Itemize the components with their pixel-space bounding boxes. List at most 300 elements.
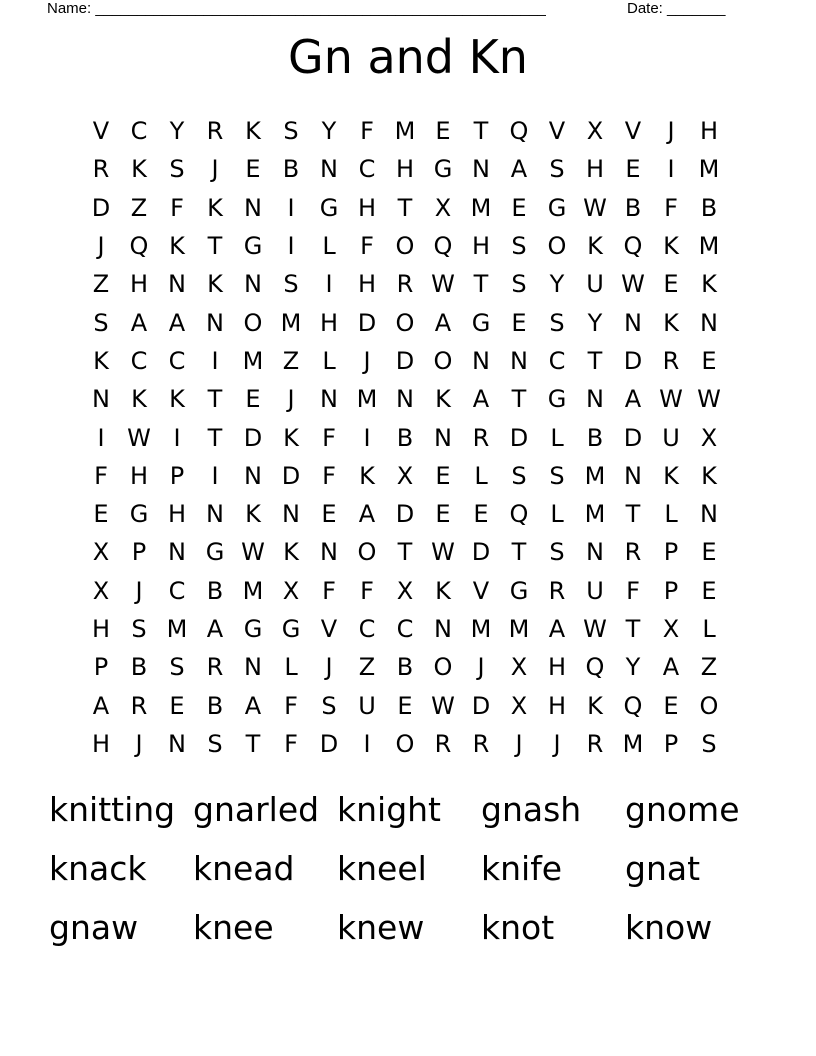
- grid-cell[interactable]: X: [396, 461, 414, 490]
- grid-cell[interactable]: P: [663, 576, 679, 605]
- grid-cell[interactable]: E: [245, 155, 261, 184]
- grid-cell[interactable]: K: [283, 423, 299, 452]
- grid-cell[interactable]: E: [473, 500, 489, 529]
- grid-cell[interactable]: T: [587, 346, 603, 375]
- grid-cell[interactable]: R: [206, 117, 224, 146]
- grid-cell[interactable]: Z: [282, 346, 300, 375]
- grid-cell[interactable]: R: [206, 653, 224, 682]
- grid-cell[interactable]: L: [550, 500, 564, 529]
- grid-cell[interactable]: S: [511, 461, 527, 490]
- grid-cell[interactable]: R: [472, 729, 490, 758]
- grid-cell[interactable]: M: [622, 729, 644, 758]
- grid-cell[interactable]: D: [319, 729, 339, 758]
- grid-cell[interactable]: B: [206, 691, 224, 720]
- grid-cell[interactable]: K: [131, 385, 147, 414]
- grid-cell[interactable]: I: [173, 423, 181, 452]
- grid-cell[interactable]: B: [130, 653, 148, 682]
- grid-cell[interactable]: O: [357, 538, 377, 567]
- grid-cell[interactable]: N: [244, 461, 262, 490]
- grid-cell[interactable]: N: [624, 461, 642, 490]
- grid-row: [82, 648, 728, 686]
- grid-cell[interactable]: C: [548, 346, 566, 375]
- grid-cell[interactable]: L: [322, 232, 336, 261]
- grid-cell[interactable]: M: [242, 576, 264, 605]
- grid-cell[interactable]: H: [91, 615, 111, 643]
- grid-cell[interactable]: J: [97, 232, 105, 261]
- grid-cell[interactable]: E: [93, 500, 109, 529]
- grid-cell[interactable]: Y: [321, 117, 337, 146]
- grid-cell[interactable]: N: [586, 385, 604, 414]
- grid-cell[interactable]: G: [243, 615, 263, 643]
- grid-cell[interactable]: X: [434, 193, 452, 222]
- grid-cell[interactable]: C: [168, 346, 186, 375]
- grid-cell[interactable]: K: [701, 270, 717, 299]
- grid-cell[interactable]: S: [701, 729, 717, 758]
- grid-cell[interactable]: O: [395, 308, 415, 337]
- grid-cell[interactable]: H: [129, 461, 149, 490]
- grid-cell[interactable]: N: [282, 500, 300, 529]
- grid-cell[interactable]: X: [700, 423, 718, 452]
- grid-row: [82, 572, 728, 610]
- grid-cell[interactable]: H: [319, 308, 339, 337]
- grid-cell[interactable]: J: [667, 117, 675, 146]
- grid-cell[interactable]: I: [363, 423, 371, 452]
- grid-cell[interactable]: F: [322, 423, 336, 452]
- grid-cell[interactable]: H: [395, 155, 415, 184]
- grid-cell[interactable]: P: [663, 538, 679, 567]
- grid-cell[interactable]: J: [553, 729, 561, 758]
- grid-cell[interactable]: V: [624, 117, 642, 146]
- grid-cell[interactable]: N: [624, 308, 642, 337]
- grid-cell[interactable]: K: [245, 117, 261, 146]
- grid-cell[interactable]: G: [319, 193, 339, 222]
- grid-cell[interactable]: N: [396, 385, 414, 414]
- grid-cell[interactable]: Z: [700, 653, 718, 682]
- grid-cell[interactable]: S: [131, 615, 147, 643]
- grid-cell[interactable]: R: [662, 346, 680, 375]
- grid-cell[interactable]: E: [169, 691, 185, 720]
- grid-cell[interactable]: R: [548, 576, 566, 605]
- grid-cell[interactable]: G: [281, 615, 301, 643]
- grid-cell[interactable]: L: [474, 461, 488, 490]
- grid-cell[interactable]: J: [363, 346, 371, 375]
- grid-cell[interactable]: V: [472, 576, 490, 605]
- grid-cell[interactable]: D: [395, 346, 415, 375]
- grid-cell[interactable]: F: [360, 117, 374, 146]
- grid-cell[interactable]: P: [131, 538, 147, 567]
- grid-cell[interactable]: W: [431, 270, 455, 299]
- grid-cell[interactable]: B: [624, 193, 642, 222]
- grid-cell[interactable]: D: [357, 308, 377, 337]
- grid-cell[interactable]: I: [211, 346, 219, 375]
- grid-row: [82, 457, 728, 495]
- grid-cell[interactable]: X: [510, 691, 528, 720]
- grid-cell[interactable]: E: [321, 500, 337, 529]
- grid-cell[interactable]: X: [662, 615, 680, 643]
- grid-cell[interactable]: A: [206, 615, 224, 643]
- grid-cell[interactable]: X: [92, 538, 110, 567]
- grid-cell[interactable]: L: [664, 500, 678, 529]
- grid-cell[interactable]: Q: [129, 232, 149, 261]
- grid-cell[interactable]: M: [508, 615, 530, 643]
- grid-cell[interactable]: K: [587, 232, 603, 261]
- grid-cell[interactable]: S: [169, 155, 185, 184]
- grid-cell[interactable]: T: [473, 117, 489, 146]
- grid-cell[interactable]: A: [548, 615, 566, 643]
- grid-cell[interactable]: I: [667, 155, 675, 184]
- grid-cell[interactable]: H: [547, 653, 567, 682]
- grid-cell[interactable]: O: [699, 691, 719, 720]
- grid-cell[interactable]: Y: [625, 653, 641, 682]
- grid-cell[interactable]: U: [586, 270, 604, 299]
- grid-cell[interactable]: R: [92, 155, 110, 184]
- grid-cell[interactable]: M: [470, 193, 492, 222]
- grid-cell[interactable]: F: [626, 576, 640, 605]
- grid-cell[interactable]: O: [433, 346, 453, 375]
- grid-cell[interactable]: P: [93, 653, 109, 682]
- grid-cell[interactable]: E: [701, 538, 717, 567]
- grid-cell[interactable]: J: [325, 653, 333, 682]
- grid-cell[interactable]: N: [168, 270, 186, 299]
- grid-cell[interactable]: W: [127, 423, 151, 452]
- grid-cell[interactable]: G: [129, 500, 149, 529]
- grid-cell[interactable]: K: [245, 500, 261, 529]
- grid-cell[interactable]: N: [244, 653, 262, 682]
- grid-cell[interactable]: Q: [509, 117, 529, 146]
- grid-cell[interactable]: Z: [358, 653, 376, 682]
- grid-cell[interactable]: S: [511, 232, 527, 261]
- grid-cell[interactable]: S: [169, 653, 185, 682]
- grid-cell[interactable]: Q: [623, 691, 643, 720]
- word-bank-item: knee: [193, 908, 274, 947]
- grid-cell[interactable]: L: [284, 653, 298, 682]
- grid-cell[interactable]: N: [700, 500, 718, 529]
- grid-cell[interactable]: W: [659, 385, 683, 414]
- grid-cell[interactable]: O: [433, 653, 453, 682]
- grid-cell[interactable]: R: [624, 538, 642, 567]
- grid-cell[interactable]: E: [511, 308, 527, 337]
- grid-cell[interactable]: F: [322, 576, 336, 605]
- grid-cell[interactable]: V: [320, 615, 338, 643]
- grid-cell[interactable]: I: [287, 193, 295, 222]
- grid-cell[interactable]: D: [471, 691, 491, 720]
- grid-cell[interactable]: D: [281, 461, 301, 490]
- grid-cell[interactable]: K: [663, 232, 679, 261]
- grid-cell[interactable]: J: [211, 155, 219, 184]
- grid-cell[interactable]: C: [396, 615, 414, 643]
- grid-cell[interactable]: U: [358, 691, 376, 720]
- grid-cell[interactable]: T: [397, 193, 413, 222]
- grid-cell[interactable]: S: [321, 691, 337, 720]
- grid-cell[interactable]: M: [584, 500, 606, 529]
- grid-cell[interactable]: J: [515, 729, 523, 758]
- grid-cell[interactable]: N: [244, 193, 262, 222]
- grid-cell[interactable]: L: [702, 615, 716, 643]
- grid-cell[interactable]: Y: [169, 117, 185, 146]
- grid-cell[interactable]: H: [357, 193, 377, 222]
- grid-cell[interactable]: E: [245, 385, 261, 414]
- grid-cell[interactable]: Y: [587, 308, 603, 337]
- grid-cell[interactable]: A: [624, 385, 642, 414]
- grid-cell[interactable]: W: [583, 615, 607, 643]
- grid-cell[interactable]: H: [129, 270, 149, 299]
- grid-cell[interactable]: N: [206, 308, 224, 337]
- grid-cell[interactable]: T: [511, 538, 527, 567]
- word-bank-item: knife: [481, 849, 563, 888]
- grid-cell[interactable]: X: [586, 117, 604, 146]
- grid-cell[interactable]: N: [92, 385, 110, 414]
- grid-cell[interactable]: M: [698, 155, 720, 184]
- grid-cell[interactable]: U: [662, 423, 680, 452]
- word-bank-item: knitting: [49, 790, 176, 829]
- grid-cell[interactable]: E: [435, 500, 451, 529]
- grid-cell[interactable]: X: [396, 576, 414, 605]
- grid-cell[interactable]: F: [170, 193, 184, 222]
- grid-cell[interactable]: Z: [130, 193, 148, 222]
- grid-cell[interactable]: N: [320, 538, 338, 567]
- grid-cell[interactable]: E: [701, 346, 717, 375]
- grid-cell[interactable]: F: [284, 729, 298, 758]
- grid-cell[interactable]: R: [472, 423, 490, 452]
- grid-cell[interactable]: R: [586, 729, 604, 758]
- grid-row: [82, 189, 728, 227]
- grid-cell[interactable]: P: [663, 729, 679, 758]
- grid-cell[interactable]: N: [586, 538, 604, 567]
- grid-cell[interactable]: Q: [509, 500, 529, 529]
- grid-cell[interactable]: K: [587, 691, 603, 720]
- grid-cell[interactable]: C: [130, 117, 148, 146]
- grid-cell[interactable]: D: [509, 423, 529, 452]
- grid-cell[interactable]: E: [397, 691, 413, 720]
- grid-cell[interactable]: Q: [623, 232, 643, 261]
- grid-cell[interactable]: V: [92, 117, 110, 146]
- grid-cell[interactable]: H: [357, 270, 377, 299]
- grid-cell[interactable]: A: [434, 308, 452, 337]
- grid-cell[interactable]: X: [510, 653, 528, 682]
- grid-cell[interactable]: Q: [433, 232, 453, 261]
- grid-cell[interactable]: S: [207, 729, 223, 758]
- grid-cell[interactable]: W: [431, 691, 455, 720]
- grid-cell[interactable]: S: [283, 117, 299, 146]
- grid-cell[interactable]: N: [472, 155, 490, 184]
- grid-cell[interactable]: U: [586, 576, 604, 605]
- grid-cell[interactable]: T: [207, 232, 223, 261]
- grid-cell[interactable]: N: [700, 308, 718, 337]
- grid-cell[interactable]: G: [509, 576, 529, 605]
- grid-cell[interactable]: D: [395, 500, 415, 529]
- grid-cell[interactable]: E: [663, 270, 679, 299]
- grid-cell[interactable]: M: [242, 346, 264, 375]
- grid-cell[interactable]: F: [360, 232, 374, 261]
- grid-cell[interactable]: S: [549, 155, 565, 184]
- grid-cell[interactable]: O: [243, 308, 263, 337]
- grid-cell[interactable]: O: [395, 729, 415, 758]
- grid-cell[interactable]: B: [396, 423, 414, 452]
- grid-cell[interactable]: T: [207, 423, 223, 452]
- grid-cell[interactable]: E: [435, 461, 451, 490]
- grid-cell[interactable]: F: [664, 193, 678, 222]
- grid-cell[interactable]: E: [701, 576, 717, 605]
- grid-cell[interactable]: A: [130, 308, 148, 337]
- grid-cell[interactable]: S: [511, 270, 527, 299]
- grid-cell[interactable]: T: [625, 500, 641, 529]
- grid-cell[interactable]: G: [547, 193, 567, 222]
- grid-cell[interactable]: R: [396, 270, 414, 299]
- grid-cell[interactable]: M: [280, 308, 302, 337]
- grid-cell[interactable]: R: [434, 729, 452, 758]
- grid-cell[interactable]: T: [397, 538, 413, 567]
- grid-cell[interactable]: T: [207, 385, 223, 414]
- grid-cell[interactable]: B: [586, 423, 604, 452]
- grid-cell[interactable]: F: [322, 461, 336, 490]
- grid-cell[interactable]: D: [243, 423, 263, 452]
- grid-cell[interactable]: N: [168, 729, 186, 758]
- grid-cell[interactable]: N: [206, 500, 224, 529]
- grid-cell[interactable]: K: [169, 232, 185, 261]
- grid-cell[interactable]: N: [320, 385, 338, 414]
- grid-cell[interactable]: N: [472, 346, 490, 375]
- grid-cell[interactable]: T: [511, 385, 527, 414]
- grid-cell[interactable]: N: [510, 346, 528, 375]
- grid-cell[interactable]: W: [583, 193, 607, 222]
- grid-cell[interactable]: C: [358, 615, 376, 643]
- grid-cell[interactable]: N: [244, 270, 262, 299]
- grid-cell[interactable]: B: [206, 576, 224, 605]
- grid-cell[interactable]: D: [623, 423, 643, 452]
- grid-cell[interactable]: J: [135, 576, 143, 605]
- grid-cell[interactable]: O: [395, 232, 415, 261]
- grid-cell[interactable]: M: [584, 461, 606, 490]
- grid-cell[interactable]: Y: [549, 270, 565, 299]
- grid-cell[interactable]: E: [625, 155, 641, 184]
- grid-cell[interactable]: S: [93, 308, 109, 337]
- grid-cell[interactable]: I: [325, 270, 333, 299]
- grid-cell[interactable]: K: [663, 461, 679, 490]
- grid-cell[interactable]: E: [435, 117, 451, 146]
- grid-cell[interactable]: B: [700, 193, 718, 222]
- grid-cell[interactable]: I: [211, 461, 219, 490]
- grid-cell[interactable]: M: [470, 615, 492, 643]
- grid-cell[interactable]: N: [434, 423, 452, 452]
- grid-cell[interactable]: S: [549, 538, 565, 567]
- grid-cell[interactable]: K: [435, 576, 451, 605]
- grid-cell[interactable]: T: [473, 270, 489, 299]
- grid-cell[interactable]: K: [131, 155, 147, 184]
- grid-cell[interactable]: G: [205, 538, 225, 567]
- grid-cell[interactable]: K: [701, 461, 717, 490]
- grid-cell[interactable]: X: [282, 576, 300, 605]
- grid-cell[interactable]: V: [548, 117, 566, 146]
- grid-cell[interactable]: J: [287, 385, 295, 414]
- grid-cell[interactable]: W: [241, 538, 265, 567]
- grid-cell[interactable]: B: [396, 653, 414, 682]
- word-bank-item: gnaw: [49, 908, 139, 947]
- grid-cell[interactable]: E: [511, 193, 527, 222]
- grid-row: [82, 495, 728, 533]
- grid-cell[interactable]: A: [358, 500, 376, 529]
- grid-cell[interactable]: A: [662, 653, 680, 682]
- grid-cell[interactable]: H: [547, 691, 567, 720]
- grid-cell[interactable]: K: [207, 193, 223, 222]
- grid-cell[interactable]: K: [169, 385, 185, 414]
- grid-cell[interactable]: D: [91, 193, 111, 222]
- grid-cell[interactable]: K: [207, 270, 223, 299]
- grid-cell[interactable]: W: [621, 270, 645, 299]
- grid-cell[interactable]: D: [471, 538, 491, 567]
- grid-cell[interactable]: G: [547, 385, 567, 414]
- grid-cell[interactable]: Z: [92, 270, 110, 299]
- grid-cell[interactable]: A: [244, 691, 262, 720]
- grid-cell[interactable]: J: [135, 729, 143, 758]
- grid-row: [82, 380, 728, 418]
- grid-cell[interactable]: X: [92, 576, 110, 605]
- grid-cell[interactable]: C: [358, 155, 376, 184]
- grid-cell[interactable]: A: [92, 691, 110, 720]
- grid-cell[interactable]: L: [550, 423, 564, 452]
- grid-cell[interactable]: N: [434, 615, 452, 643]
- grid-cell[interactable]: C: [130, 346, 148, 375]
- grid-cell[interactable]: I: [363, 729, 371, 758]
- grid-cell[interactable]: F: [360, 576, 374, 605]
- grid-cell[interactable]: I: [97, 423, 105, 452]
- grid-cell[interactable]: L: [322, 346, 336, 375]
- grid-cell[interactable]: B: [282, 155, 300, 184]
- grid-cell[interactable]: O: [547, 232, 567, 261]
- grid-cell[interactable]: D: [623, 346, 643, 375]
- grid-cell[interactable]: H: [699, 117, 719, 146]
- grid-cell[interactable]: C: [168, 576, 186, 605]
- grid-cell[interactable]: H: [91, 729, 111, 758]
- grid-cell[interactable]: G: [243, 232, 263, 261]
- grid-cell[interactable]: W: [697, 385, 721, 414]
- grid-cell[interactable]: M: [394, 117, 416, 146]
- word-bank-row: [49, 780, 769, 839]
- grid-cell[interactable]: G: [433, 155, 453, 184]
- grid-cell[interactable]: F: [94, 461, 108, 490]
- grid-cell[interactable]: W: [431, 538, 455, 567]
- grid-cell[interactable]: K: [359, 461, 375, 490]
- grid-cell[interactable]: K: [663, 308, 679, 337]
- grid-cell[interactable]: I: [287, 232, 295, 261]
- grid-cell[interactable]: A: [510, 155, 528, 184]
- grid-cell[interactable]: K: [283, 538, 299, 567]
- grid-cell[interactable]: R: [130, 691, 148, 720]
- grid-cell[interactable]: F: [284, 691, 298, 720]
- grid-cell[interactable]: E: [663, 691, 679, 720]
- grid-cell[interactable]: K: [93, 346, 109, 375]
- grid-cell[interactable]: T: [245, 729, 261, 758]
- grid-cell[interactable]: A: [168, 308, 186, 337]
- grid-cell[interactable]: M: [698, 232, 720, 261]
- grid-cell[interactable]: N: [320, 155, 338, 184]
- grid-cell[interactable]: N: [168, 538, 186, 567]
- grid-cell[interactable]: H: [471, 232, 491, 261]
- grid-cell[interactable]: H: [167, 500, 187, 529]
- grid-cell[interactable]: S: [549, 461, 565, 490]
- grid-cell[interactable]: Q: [585, 653, 605, 682]
- grid-cell[interactable]: M: [356, 385, 378, 414]
- grid-cell[interactable]: P: [169, 461, 185, 490]
- grid-cell[interactable]: K: [435, 385, 451, 414]
- grid-cell[interactable]: T: [625, 615, 641, 643]
- grid-cell[interactable]: J: [477, 653, 485, 682]
- grid-cell[interactable]: S: [283, 270, 299, 299]
- grid-cell[interactable]: A: [472, 385, 490, 414]
- grid-cell[interactable]: G: [471, 308, 491, 337]
- grid-cell[interactable]: M: [166, 615, 188, 643]
- grid-cell[interactable]: H: [585, 155, 605, 184]
- grid-cell[interactable]: S: [549, 308, 565, 337]
